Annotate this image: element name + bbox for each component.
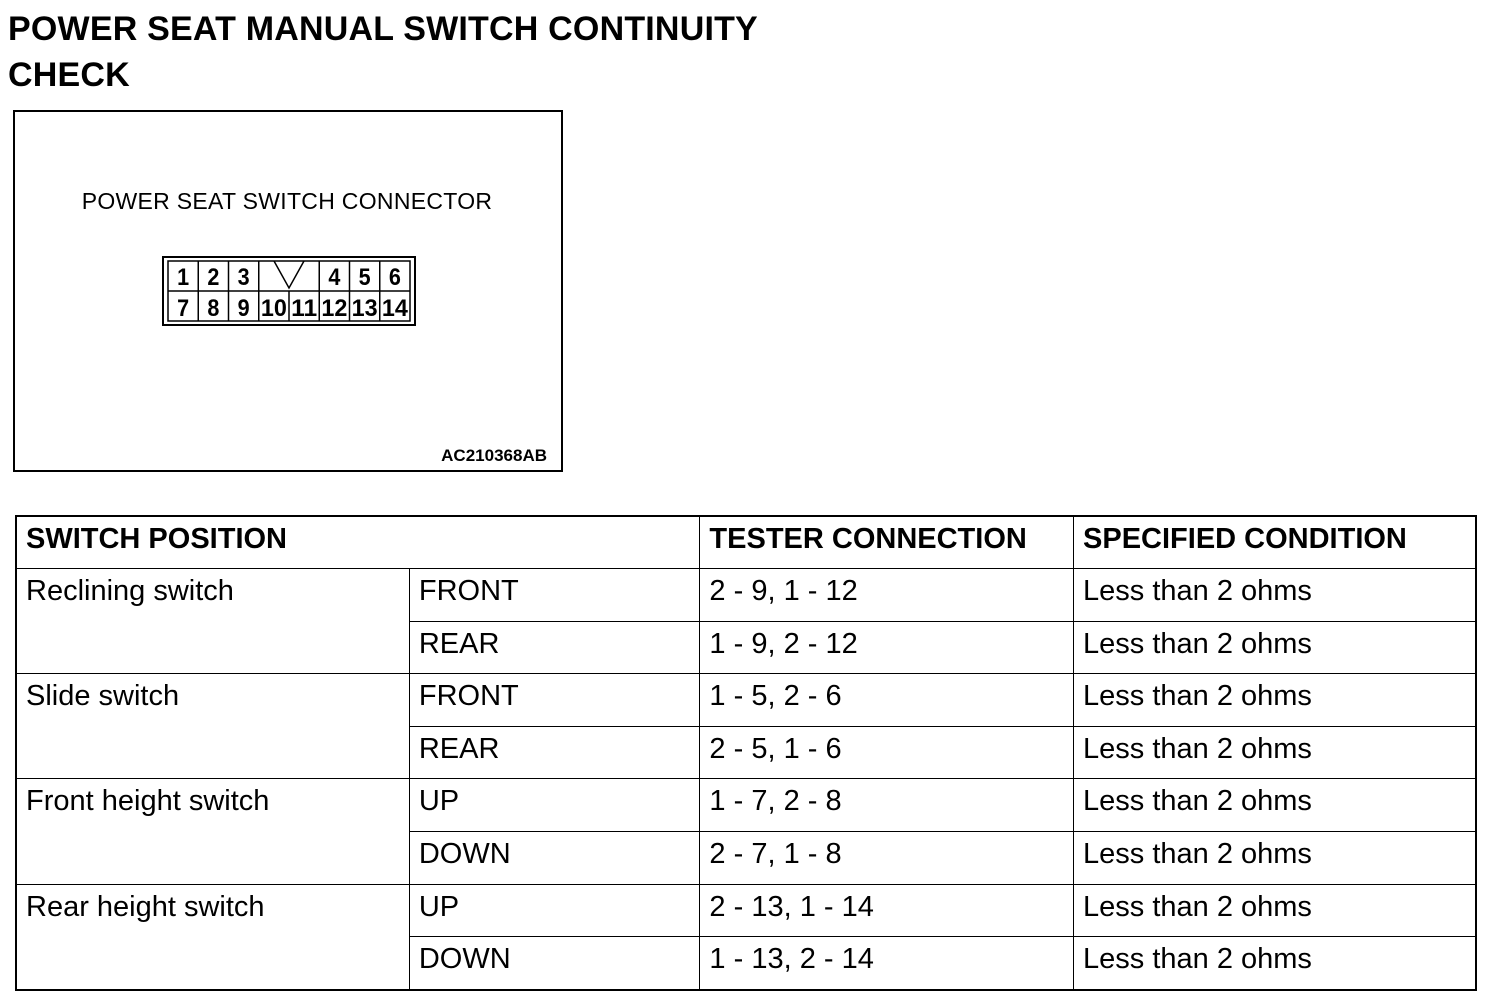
position-cell: REAR bbox=[409, 726, 700, 779]
figure-id: AC210368AB bbox=[441, 446, 547, 465]
condition-cell: Less than 2 ohms bbox=[1074, 621, 1476, 674]
page-title bbox=[8, 6, 758, 98]
page-title-line-2: CHECK bbox=[8, 56, 130, 94]
table-header-row bbox=[16, 516, 1476, 569]
page-title-line-1: POWER SEAT MANUAL SWITCH CONTINUITY bbox=[8, 10, 758, 48]
switch-name-cell: Front height switch bbox=[16, 779, 409, 884]
pin-label: 9 bbox=[237, 295, 250, 322]
switch-name-cell: Rear height switch bbox=[16, 884, 409, 990]
pin-label: 3 bbox=[237, 264, 250, 291]
connector-figure bbox=[13, 110, 563, 472]
connector-key-icon bbox=[274, 261, 304, 288]
switch-name-cell: Reclining switch bbox=[16, 569, 409, 674]
pin-label: 11 bbox=[291, 295, 318, 322]
pin-label: 8 bbox=[207, 295, 220, 322]
header-switch-position: SWITCH POSITION bbox=[16, 516, 700, 569]
connector-diagram bbox=[162, 256, 418, 328]
pin-label: 7 bbox=[177, 295, 190, 322]
condition-cell: Less than 2 ohms bbox=[1074, 726, 1476, 779]
position-cell: FRONT bbox=[409, 674, 700, 727]
pin-label: 6 bbox=[388, 264, 401, 291]
position-cell: DOWN bbox=[409, 832, 700, 885]
pin-label: 2 bbox=[207, 264, 220, 291]
connection-cell: 2 - 5, 1 - 6 bbox=[700, 726, 1074, 779]
figure-caption: POWER SEAT SWITCH CONNECTOR bbox=[81, 188, 493, 214]
position-cell: REAR bbox=[409, 621, 700, 674]
header-tester-connection: TESTER CONNECTION bbox=[700, 516, 1074, 569]
condition-cell: Less than 2 ohms bbox=[1074, 779, 1476, 832]
connection-cell: 1 - 9, 2 - 12 bbox=[700, 621, 1074, 674]
continuity-table bbox=[15, 515, 1477, 991]
condition-cell: Less than 2 ohms bbox=[1074, 884, 1476, 937]
condition-cell: Less than 2 ohms bbox=[1074, 569, 1476, 622]
connection-cell: 1 - 13, 2 - 14 bbox=[700, 937, 1074, 990]
pin-label: 13 bbox=[351, 295, 378, 322]
condition-cell: Less than 2 ohms bbox=[1074, 832, 1476, 885]
pin-label: 12 bbox=[321, 295, 348, 322]
connection-cell: 1 - 5, 2 - 6 bbox=[700, 674, 1074, 727]
position-cell: FRONT bbox=[409, 569, 700, 622]
connector-drawing bbox=[162, 256, 418, 328]
table-row bbox=[16, 569, 1476, 622]
table-row bbox=[16, 779, 1476, 832]
pin-label: 4 bbox=[328, 264, 341, 291]
condition-cell: Less than 2 ohms bbox=[1074, 674, 1476, 727]
pin-label: 10 bbox=[260, 295, 287, 322]
pin-label: 1 bbox=[177, 264, 190, 291]
position-cell: UP bbox=[409, 884, 700, 937]
pin-label: 5 bbox=[358, 264, 371, 291]
position-cell: DOWN bbox=[409, 937, 700, 990]
connection-cell: 2 - 9, 1 - 12 bbox=[700, 569, 1074, 622]
position-cell: UP bbox=[409, 779, 700, 832]
table-row bbox=[16, 674, 1476, 727]
switch-name-cell: Slide switch bbox=[16, 674, 409, 779]
connection-cell: 2 - 7, 1 - 8 bbox=[700, 832, 1074, 885]
condition-cell: Less than 2 ohms bbox=[1074, 937, 1476, 990]
header-specified-condition: SPECIFIED CONDITION bbox=[1074, 516, 1476, 569]
table-row bbox=[16, 884, 1476, 937]
connection-cell: 2 - 13, 1 - 14 bbox=[700, 884, 1074, 937]
connection-cell: 1 - 7, 2 - 8 bbox=[700, 779, 1074, 832]
pin-label: 14 bbox=[381, 295, 409, 322]
